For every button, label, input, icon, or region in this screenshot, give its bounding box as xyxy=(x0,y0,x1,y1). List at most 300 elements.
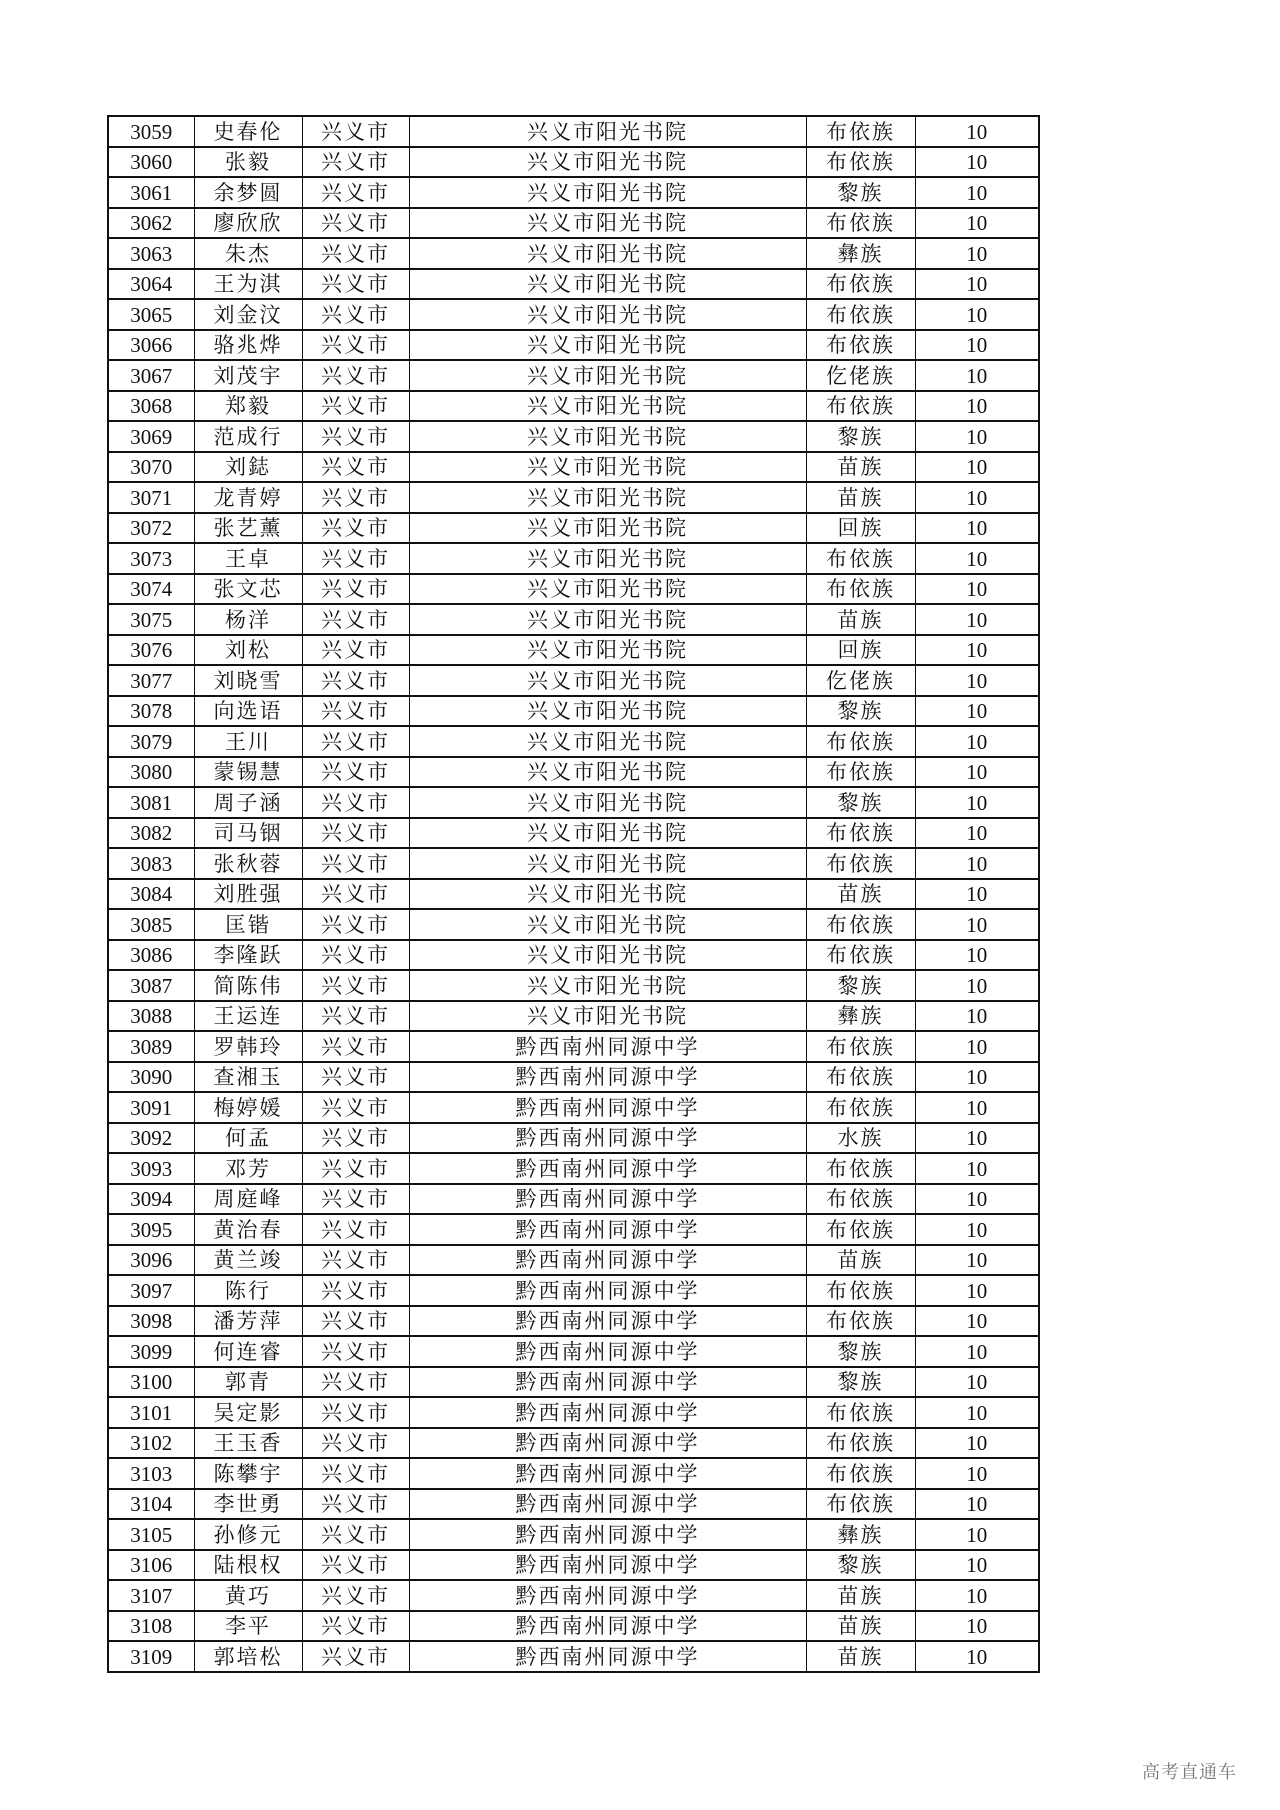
bonus-score: 10 xyxy=(915,177,1039,208)
bonus-score: 10 xyxy=(915,543,1039,574)
school: 黔西南州同源中学 xyxy=(409,1245,806,1276)
student-name: 李平 xyxy=(194,1611,302,1642)
student-name: 李隆跃 xyxy=(194,940,302,971)
table-row xyxy=(108,1519,1039,1550)
student-name: 张毅 xyxy=(194,147,302,178)
city: 兴义市 xyxy=(302,879,409,910)
city: 兴义市 xyxy=(302,909,409,940)
student-name: 梅婷媛 xyxy=(194,1092,302,1123)
student-name: 吴定影 xyxy=(194,1397,302,1428)
ethnicity: 布依族 xyxy=(806,940,915,971)
city: 兴义市 xyxy=(302,1031,409,1062)
table-row xyxy=(108,1245,1039,1276)
ethnicity: 布依族 xyxy=(806,1489,915,1520)
school: 黔西南州同源中学 xyxy=(409,1489,806,1520)
ethnicity: 黎族 xyxy=(806,1336,915,1367)
bonus-score: 10 xyxy=(915,1245,1039,1276)
city: 兴义市 xyxy=(302,726,409,757)
ethnicity: 布依族 xyxy=(806,1397,915,1428)
bonus-score: 10 xyxy=(915,1336,1039,1367)
ethnicity: 苗族 xyxy=(806,452,915,483)
school: 兴义市阳光书院 xyxy=(409,818,806,849)
watermark: 高考直通车 xyxy=(1142,1762,1237,1783)
ethnicity: 布依族 xyxy=(806,1092,915,1123)
ethnicity: 布依族 xyxy=(806,1153,915,1184)
student-name: 何连睿 xyxy=(194,1336,302,1367)
table-row xyxy=(108,940,1039,971)
school: 兴义市阳光书院 xyxy=(409,116,806,147)
student-name: 李世勇 xyxy=(194,1489,302,1520)
table-row xyxy=(108,1580,1039,1611)
table-row xyxy=(108,1031,1039,1062)
bonus-score: 10 xyxy=(915,787,1039,818)
bonus-score: 10 xyxy=(915,1123,1039,1154)
school: 黔西南州同源中学 xyxy=(409,1062,806,1093)
ethnicity: 布依族 xyxy=(806,818,915,849)
table-row xyxy=(108,1489,1039,1520)
school: 兴义市阳光书院 xyxy=(409,330,806,361)
row-number: 3095 xyxy=(108,1214,194,1245)
table-row xyxy=(108,421,1039,452)
table-row xyxy=(108,726,1039,757)
city: 兴义市 xyxy=(302,1062,409,1093)
table-row xyxy=(108,1275,1039,1306)
school: 兴义市阳光书院 xyxy=(409,177,806,208)
ethnicity: 苗族 xyxy=(806,1641,915,1672)
ethnicity: 布依族 xyxy=(806,391,915,422)
school: 黔西南州同源中学 xyxy=(409,1428,806,1459)
ethnicity: 布依族 xyxy=(806,1031,915,1062)
school: 兴义市阳光书院 xyxy=(409,1001,806,1032)
city: 兴义市 xyxy=(302,1092,409,1123)
row-number: 3105 xyxy=(108,1519,194,1550)
bonus-score: 10 xyxy=(915,1031,1039,1062)
table-row xyxy=(108,1641,1039,1672)
row-number: 3064 xyxy=(108,269,194,300)
city: 兴义市 xyxy=(302,1611,409,1642)
bonus-score: 10 xyxy=(915,421,1039,452)
table-row xyxy=(108,1092,1039,1123)
city: 兴义市 xyxy=(302,1428,409,1459)
row-number: 3081 xyxy=(108,787,194,818)
row-number: 3074 xyxy=(108,574,194,605)
school: 兴义市阳光书院 xyxy=(409,147,806,178)
city: 兴义市 xyxy=(302,330,409,361)
student-name: 张文芯 xyxy=(194,574,302,605)
row-number: 3084 xyxy=(108,879,194,910)
school: 黔西南州同源中学 xyxy=(409,1184,806,1215)
city: 兴义市 xyxy=(302,818,409,849)
bonus-score: 10 xyxy=(915,1489,1039,1520)
student-name: 郭培松 xyxy=(194,1641,302,1672)
bonus-score: 10 xyxy=(915,940,1039,971)
ethnicity: 布依族 xyxy=(806,1062,915,1093)
student-name: 罗韩玲 xyxy=(194,1031,302,1062)
bonus-score: 10 xyxy=(915,1458,1039,1489)
row-number: 3086 xyxy=(108,940,194,971)
row-number: 3073 xyxy=(108,543,194,574)
ethnicity: 布依族 xyxy=(806,147,915,178)
school: 兴义市阳光书院 xyxy=(409,696,806,727)
bonus-score: 10 xyxy=(915,1092,1039,1123)
table-row xyxy=(108,604,1039,635)
school: 兴义市阳光书院 xyxy=(409,635,806,666)
bonus-score: 10 xyxy=(915,513,1039,544)
city: 兴义市 xyxy=(302,1306,409,1337)
row-number: 3068 xyxy=(108,391,194,422)
row-number: 3090 xyxy=(108,1062,194,1093)
bonus-score: 10 xyxy=(915,452,1039,483)
ethnicity: 布依族 xyxy=(806,299,915,330)
school: 兴义市阳光书院 xyxy=(409,391,806,422)
row-number: 3071 xyxy=(108,482,194,513)
row-number: 3088 xyxy=(108,1001,194,1032)
school: 黔西南州同源中学 xyxy=(409,1275,806,1306)
bonus-score: 10 xyxy=(915,147,1039,178)
school: 兴义市阳光书院 xyxy=(409,482,806,513)
student-name: 王玉香 xyxy=(194,1428,302,1459)
ethnicity: 苗族 xyxy=(806,482,915,513)
table-row xyxy=(108,879,1039,910)
ethnicity: 仡佬族 xyxy=(806,665,915,696)
city: 兴义市 xyxy=(302,421,409,452)
student-name: 王为淇 xyxy=(194,269,302,300)
city: 兴义市 xyxy=(302,177,409,208)
city: 兴义市 xyxy=(302,1550,409,1581)
ethnicity: 布依族 xyxy=(806,1458,915,1489)
ethnicity: 仡佬族 xyxy=(806,360,915,391)
roster-body xyxy=(108,116,1039,1672)
student-name: 陈行 xyxy=(194,1275,302,1306)
city: 兴义市 xyxy=(302,299,409,330)
table-row xyxy=(108,909,1039,940)
city: 兴义市 xyxy=(302,574,409,605)
student-name: 廖欣欣 xyxy=(194,208,302,239)
city: 兴义市 xyxy=(302,970,409,1001)
ethnicity: 回族 xyxy=(806,513,915,544)
bonus-score: 10 xyxy=(915,360,1039,391)
ethnicity: 布依族 xyxy=(806,1428,915,1459)
bonus-score: 10 xyxy=(915,238,1039,269)
ethnicity: 布依族 xyxy=(806,116,915,147)
ethnicity: 布依族 xyxy=(806,726,915,757)
bonus-score: 10 xyxy=(915,1214,1039,1245)
student-name: 刘胜强 xyxy=(194,879,302,910)
table-row xyxy=(108,208,1039,239)
ethnicity: 布依族 xyxy=(806,543,915,574)
ethnicity: 黎族 xyxy=(806,970,915,1001)
student-name: 王川 xyxy=(194,726,302,757)
bonus-score: 10 xyxy=(915,1275,1039,1306)
student-name: 史春伦 xyxy=(194,116,302,147)
student-name: 黄治春 xyxy=(194,1214,302,1245)
student-name: 黄兰竣 xyxy=(194,1245,302,1276)
row-number: 3070 xyxy=(108,452,194,483)
student-name: 司马铟 xyxy=(194,818,302,849)
row-number: 3092 xyxy=(108,1123,194,1154)
ethnicity: 黎族 xyxy=(806,787,915,818)
ethnicity: 布依族 xyxy=(806,330,915,361)
row-number: 3075 xyxy=(108,604,194,635)
school: 黔西南州同源中学 xyxy=(409,1092,806,1123)
student-name: 杨洋 xyxy=(194,604,302,635)
city: 兴义市 xyxy=(302,543,409,574)
bonus-score: 10 xyxy=(915,1641,1039,1672)
bonus-score: 10 xyxy=(915,574,1039,605)
student-name: 周庭峰 xyxy=(194,1184,302,1215)
ethnicity: 布依族 xyxy=(806,909,915,940)
bonus-score: 10 xyxy=(915,1184,1039,1215)
city: 兴义市 xyxy=(302,208,409,239)
roster-table xyxy=(107,115,1040,1673)
city: 兴义市 xyxy=(302,452,409,483)
ethnicity: 苗族 xyxy=(806,879,915,910)
school: 黔西南州同源中学 xyxy=(409,1336,806,1367)
table-row xyxy=(108,1153,1039,1184)
city: 兴义市 xyxy=(302,482,409,513)
city: 兴义市 xyxy=(302,1397,409,1428)
row-number: 3104 xyxy=(108,1489,194,1520)
city: 兴义市 xyxy=(302,116,409,147)
school: 兴义市阳光书院 xyxy=(409,848,806,879)
school: 黔西南州同源中学 xyxy=(409,1367,806,1398)
row-number: 3061 xyxy=(108,177,194,208)
table-row xyxy=(108,1611,1039,1642)
table-row xyxy=(108,1062,1039,1093)
ethnicity: 黎族 xyxy=(806,1550,915,1581)
student-name: 邓芳 xyxy=(194,1153,302,1184)
ethnicity: 布依族 xyxy=(806,848,915,879)
row-number: 3063 xyxy=(108,238,194,269)
table-row xyxy=(108,1458,1039,1489)
ethnicity: 布依族 xyxy=(806,208,915,239)
city: 兴义市 xyxy=(302,1184,409,1215)
row-number: 3059 xyxy=(108,116,194,147)
bonus-score: 10 xyxy=(915,1611,1039,1642)
student-name: 朱杰 xyxy=(194,238,302,269)
row-number: 3078 xyxy=(108,696,194,727)
city: 兴义市 xyxy=(302,940,409,971)
student-name: 龙青婷 xyxy=(194,482,302,513)
table-row xyxy=(108,1367,1039,1398)
table-row xyxy=(108,1184,1039,1215)
city: 兴义市 xyxy=(302,1153,409,1184)
school: 兴义市阳光书院 xyxy=(409,757,806,788)
city: 兴义市 xyxy=(302,1123,409,1154)
school: 黔西南州同源中学 xyxy=(409,1214,806,1245)
student-name: 刘鋕 xyxy=(194,452,302,483)
ethnicity: 布依族 xyxy=(806,1214,915,1245)
row-number: 3076 xyxy=(108,635,194,666)
row-number: 3106 xyxy=(108,1550,194,1581)
city: 兴义市 xyxy=(302,238,409,269)
school: 兴义市阳光书院 xyxy=(409,909,806,940)
bonus-score: 10 xyxy=(915,726,1039,757)
student-name: 周子涵 xyxy=(194,787,302,818)
ethnicity: 彝族 xyxy=(806,1519,915,1550)
school: 兴义市阳光书院 xyxy=(409,513,806,544)
school: 黔西南州同源中学 xyxy=(409,1306,806,1337)
school: 兴义市阳光书院 xyxy=(409,269,806,300)
ethnicity: 苗族 xyxy=(806,1580,915,1611)
city: 兴义市 xyxy=(302,391,409,422)
student-name: 陆根权 xyxy=(194,1550,302,1581)
table-row xyxy=(108,1306,1039,1337)
school: 黔西南州同源中学 xyxy=(409,1031,806,1062)
city: 兴义市 xyxy=(302,269,409,300)
ethnicity: 苗族 xyxy=(806,1611,915,1642)
student-name: 张艺薰 xyxy=(194,513,302,544)
ethnicity: 布依族 xyxy=(806,574,915,605)
row-number: 3065 xyxy=(108,299,194,330)
bonus-score: 10 xyxy=(915,208,1039,239)
school: 兴义市阳光书院 xyxy=(409,604,806,635)
school: 黔西南州同源中学 xyxy=(409,1153,806,1184)
row-number: 3094 xyxy=(108,1184,194,1215)
school: 兴义市阳光书院 xyxy=(409,665,806,696)
school: 兴义市阳光书院 xyxy=(409,421,806,452)
student-name: 刘茂宇 xyxy=(194,360,302,391)
bonus-score: 10 xyxy=(915,1153,1039,1184)
school: 兴义市阳光书院 xyxy=(409,238,806,269)
table-row xyxy=(108,1428,1039,1459)
school: 黔西南州同源中学 xyxy=(409,1550,806,1581)
student-name: 黄巧 xyxy=(194,1580,302,1611)
city: 兴义市 xyxy=(302,787,409,818)
row-number: 3089 xyxy=(108,1031,194,1062)
city: 兴义市 xyxy=(302,1367,409,1398)
table-row xyxy=(108,1214,1039,1245)
school: 黔西南州同源中学 xyxy=(409,1397,806,1428)
row-number: 3098 xyxy=(108,1306,194,1337)
city: 兴义市 xyxy=(302,1336,409,1367)
bonus-score: 10 xyxy=(915,1428,1039,1459)
bonus-score: 10 xyxy=(915,269,1039,300)
bonus-score: 10 xyxy=(915,1367,1039,1398)
row-number: 3085 xyxy=(108,909,194,940)
table-row xyxy=(108,818,1039,849)
table-row xyxy=(108,787,1039,818)
student-name: 潘芳萍 xyxy=(194,1306,302,1337)
school: 黔西南州同源中学 xyxy=(409,1519,806,1550)
school: 兴义市阳光书院 xyxy=(409,574,806,605)
student-name: 王卓 xyxy=(194,543,302,574)
row-number: 3093 xyxy=(108,1153,194,1184)
table-row xyxy=(108,970,1039,1001)
ethnicity: 布依族 xyxy=(806,269,915,300)
bonus-score: 10 xyxy=(915,757,1039,788)
student-name: 郭青 xyxy=(194,1367,302,1398)
bonus-score: 10 xyxy=(915,330,1039,361)
ethnicity: 布依族 xyxy=(806,1306,915,1337)
ethnicity: 水族 xyxy=(806,1123,915,1154)
row-number: 3062 xyxy=(108,208,194,239)
city: 兴义市 xyxy=(302,604,409,635)
row-number: 3066 xyxy=(108,330,194,361)
bonus-score: 10 xyxy=(915,391,1039,422)
ethnicity: 黎族 xyxy=(806,696,915,727)
table-row xyxy=(108,574,1039,605)
table-row xyxy=(108,391,1039,422)
city: 兴义市 xyxy=(302,696,409,727)
row-number: 3101 xyxy=(108,1397,194,1428)
school: 黔西南州同源中学 xyxy=(409,1641,806,1672)
table-row xyxy=(108,482,1039,513)
table-row xyxy=(108,543,1039,574)
school: 黔西南州同源中学 xyxy=(409,1611,806,1642)
row-number: 3091 xyxy=(108,1092,194,1123)
table-row xyxy=(108,177,1039,208)
student-name: 骆兆烨 xyxy=(194,330,302,361)
city: 兴义市 xyxy=(302,147,409,178)
student-name: 刘金汶 xyxy=(194,299,302,330)
ethnicity: 彝族 xyxy=(806,1001,915,1032)
city: 兴义市 xyxy=(302,665,409,696)
student-name: 何孟 xyxy=(194,1123,302,1154)
bonus-score: 10 xyxy=(915,1550,1039,1581)
table-row xyxy=(108,665,1039,696)
table-row xyxy=(108,116,1039,147)
table-row xyxy=(108,1397,1039,1428)
ethnicity: 苗族 xyxy=(806,604,915,635)
school: 兴义市阳光书院 xyxy=(409,879,806,910)
city: 兴义市 xyxy=(302,1214,409,1245)
city: 兴义市 xyxy=(302,1275,409,1306)
student-name: 简陈伟 xyxy=(194,970,302,1001)
table-row xyxy=(108,299,1039,330)
student-name: 查湘玉 xyxy=(194,1062,302,1093)
school: 黔西南州同源中学 xyxy=(409,1458,806,1489)
row-number: 3108 xyxy=(108,1611,194,1642)
school: 兴义市阳光书院 xyxy=(409,452,806,483)
table-row xyxy=(108,269,1039,300)
table-row xyxy=(108,360,1039,391)
school: 兴义市阳光书院 xyxy=(409,299,806,330)
row-number: 3080 xyxy=(108,757,194,788)
bonus-score: 10 xyxy=(915,299,1039,330)
table-row xyxy=(108,513,1039,544)
city: 兴义市 xyxy=(302,513,409,544)
ethnicity: 布依族 xyxy=(806,1184,915,1215)
table-row xyxy=(108,635,1039,666)
bonus-score: 10 xyxy=(915,1001,1039,1032)
row-number: 3087 xyxy=(108,970,194,1001)
school: 兴义市阳光书院 xyxy=(409,970,806,1001)
bonus-score: 10 xyxy=(915,1306,1039,1337)
bonus-score: 10 xyxy=(915,604,1039,635)
city: 兴义市 xyxy=(302,1489,409,1520)
city: 兴义市 xyxy=(302,635,409,666)
table-row xyxy=(108,1123,1039,1154)
table-row xyxy=(108,1550,1039,1581)
school: 兴义市阳光书院 xyxy=(409,726,806,757)
row-number: 3077 xyxy=(108,665,194,696)
bonus-score: 10 xyxy=(915,818,1039,849)
row-number: 3083 xyxy=(108,848,194,879)
bonus-score: 10 xyxy=(915,482,1039,513)
student-name: 孙修元 xyxy=(194,1519,302,1550)
row-number: 3060 xyxy=(108,147,194,178)
ethnicity: 回族 xyxy=(806,635,915,666)
ethnicity: 黎族 xyxy=(806,1367,915,1398)
student-name: 郑毅 xyxy=(194,391,302,422)
ethnicity: 苗族 xyxy=(806,1245,915,1276)
bonus-score: 10 xyxy=(915,909,1039,940)
table-row xyxy=(108,238,1039,269)
student-name: 余梦圆 xyxy=(194,177,302,208)
bonus-score: 10 xyxy=(915,665,1039,696)
student-name: 蒙锡慧 xyxy=(194,757,302,788)
